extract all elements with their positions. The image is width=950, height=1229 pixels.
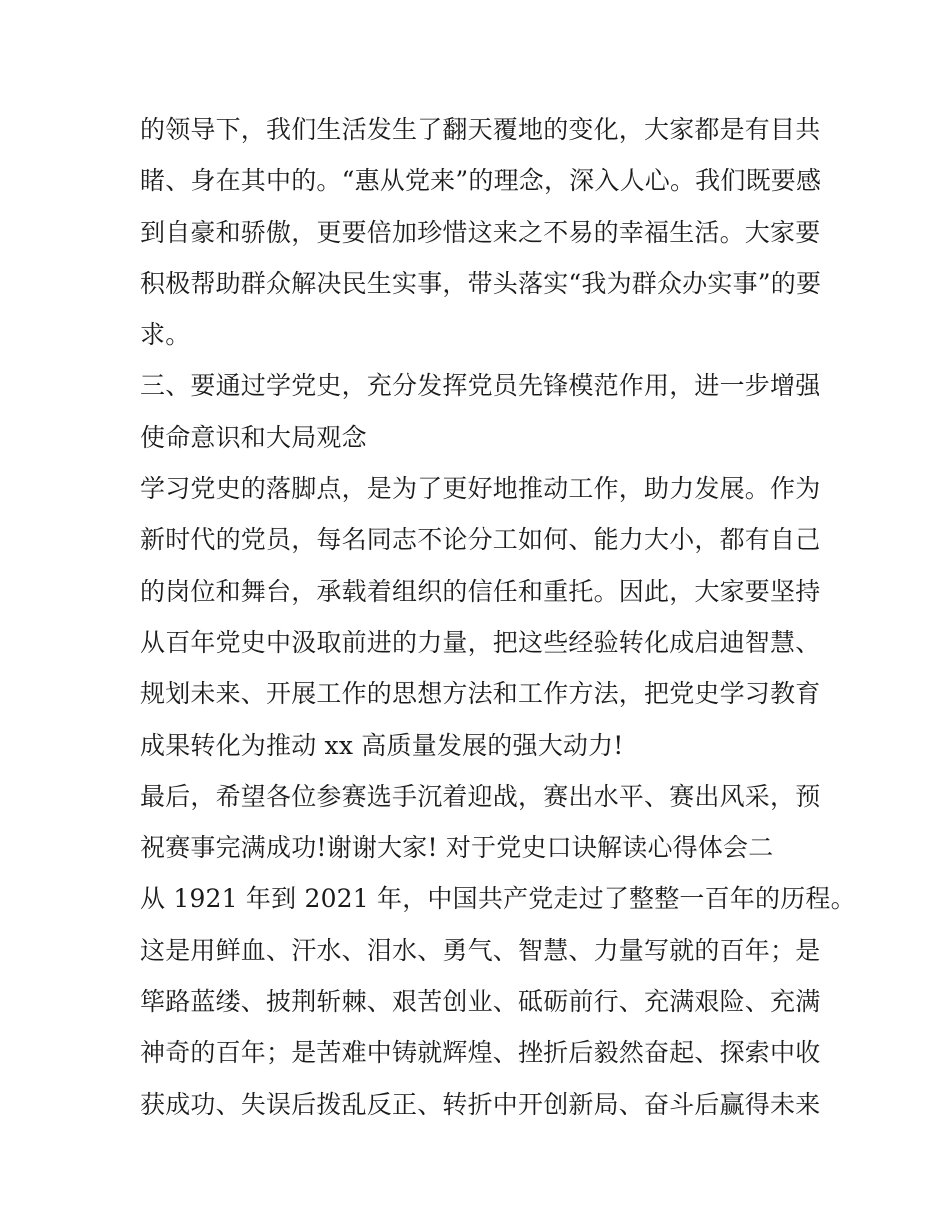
text-line: 这是用鲜血、汗水、泪水、勇气、智慧、力量写就的百年；是 <box>140 935 821 965</box>
section-heading-line: 使命意识和大局观念 <box>140 422 367 452</box>
text-line: 睹、身在其中的。“惠从党来”的理念，深入人心。我们既要感 <box>140 166 822 196</box>
text-line: 获成功、失误后拨乱反正、转折中开创新局、奋斗后赢得未来 <box>140 1089 821 1119</box>
text-line: 到自豪和骄傲，更要倍加珍惜这来之不易的幸福生活。大家要 <box>140 217 821 247</box>
text-line: 学习党史的落脚点，是为了更好地推动工作，助力发展。作为 <box>140 474 821 504</box>
text-line: 的岗位和舞台，承载着组织的信任和重托。因此，大家要坚持 <box>140 576 821 606</box>
text-line: 祝赛事完满成功!谢谢大家! 对于党史口诀解读心得体会二 <box>140 833 774 863</box>
text-line: 成果转化为推动 xx 高质量发展的强大动力! <box>140 730 624 760</box>
text-line: 规划未来、开展工作的思想方法和工作方法，把党史学习教育 <box>140 679 821 709</box>
text-line: 神奇的百年；是苦难中铸就辉煌、挫折后毅然奋起、探索中收 <box>140 1038 821 1068</box>
text-line: 最后，希望各位参赛选手沉着迎战，赛出水平、赛出风采，预 <box>140 781 821 811</box>
section-heading-line: 三、要通过学党史，充分发挥党员先锋模范作用，进一步增强 <box>140 371 821 401</box>
text-line: 积极帮助群众解决民生实事，带头落实“我为群众办实事”的要 <box>140 268 822 298</box>
text-line: 新时代的党员，每名同志不论分工如何、能力大小，都有自己 <box>140 525 821 555</box>
text-line: 从 1921 年到 2021 年，中国共产党走过了整整一百年的历程。 <box>140 884 856 914</box>
text-line: 从百年党史中汲取前进的力量，把这些经验转化成启迪智慧、 <box>140 627 821 657</box>
text-line: 求。 <box>140 320 191 350</box>
text-line: 筚路蓝缕、披荆斩棘、艰苦创业、砥砺前行、充满艰险、充满 <box>140 987 821 1017</box>
text-line: 的领导下，我们生活发生了翻天覆地的变化，大家都是有目共 <box>140 115 821 144</box>
body-text <box>140 104 856 1130</box>
